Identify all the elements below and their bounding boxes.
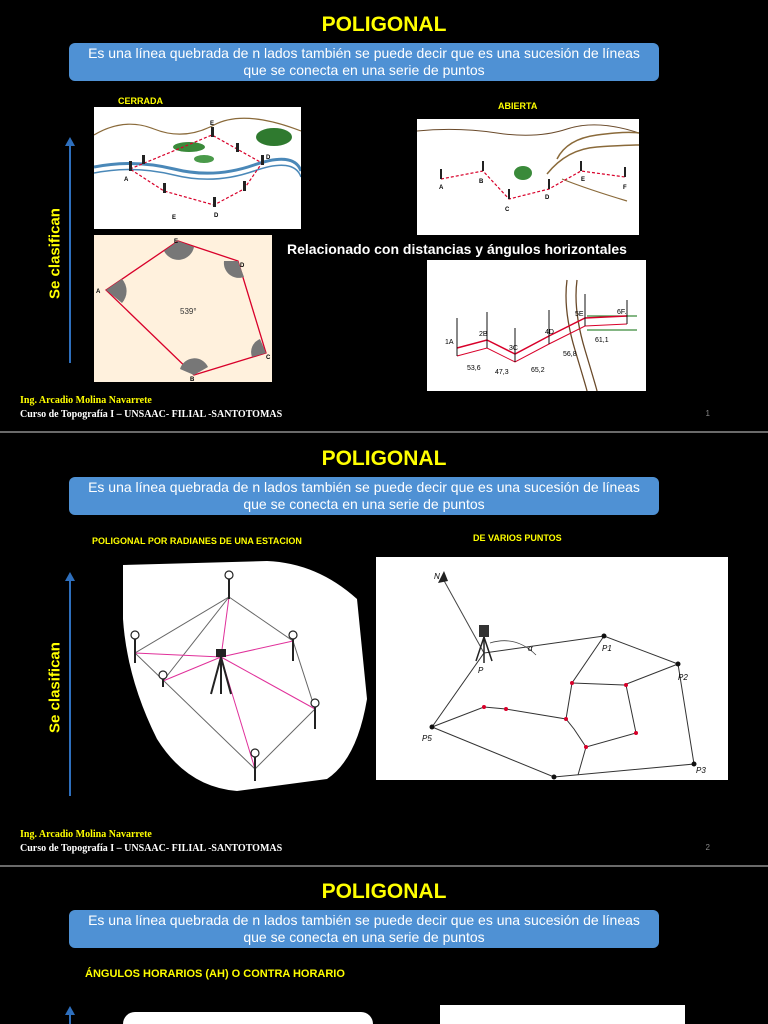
classification-arrow <box>69 580 71 796</box>
page-number: 2 <box>705 843 710 852</box>
slide-title: POLIGONAL <box>321 880 447 903</box>
slide-1 <box>0 0 768 430</box>
svg-text:53,6: 53,6 <box>467 365 481 372</box>
closed-polygon-diagram <box>94 235 272 382</box>
angle-diagram-left <box>123 1012 373 1024</box>
multi-point-polygon-diagram <box>376 557 728 780</box>
svg-text:P: P <box>478 666 484 675</box>
svg-text:D: D <box>545 195 550 201</box>
classification-arrow <box>69 1014 71 1024</box>
definition-text: Es una línea quebrada de n lados también se puede decir que es una sucesión de líneas que se conecta en una serie de puntos <box>88 912 640 945</box>
slide-2 <box>0 434 768 864</box>
svg-text:65,2: 65,2 <box>531 367 545 374</box>
slide-separator <box>0 431 768 433</box>
svg-text:E: E <box>581 177 586 183</box>
slide-3 <box>0 867 768 1024</box>
page-number: 1 <box>705 409 710 418</box>
svg-text:P5: P5 <box>422 734 432 743</box>
svg-text:P1: P1 <box>602 644 612 653</box>
label-varios-puntos: DE VARIOS PUNTOS <box>473 533 562 543</box>
svg-text:α: α <box>528 644 533 653</box>
svg-text:E: E <box>172 215 177 221</box>
svg-text:F: F <box>623 185 627 191</box>
svg-text:E: E <box>210 121 215 127</box>
svg-text:E: E <box>174 239 179 245</box>
classification-arrow <box>69 145 71 363</box>
caption-relacionado: Relacionado con distancias y ángulos horizontales <box>287 241 627 257</box>
open-traverse-landscape <box>417 119 639 235</box>
slide-title: POLIGONAL <box>321 447 447 470</box>
author-name: Ing. Arcadio Molina Navarrete <box>20 829 152 840</box>
svg-text:A: A <box>96 289 101 295</box>
svg-text:6F.: 6F. <box>617 309 627 316</box>
svg-text:C: C <box>266 355 271 361</box>
definition-text: Es una línea quebrada de n lados también se puede decir que es una sucesión de líneas que se conecta en una serie de puntos <box>88 479 640 512</box>
course-name: Curso de Topografía I – UNSAAC- FILIAL -SANTOTOMAS <box>20 409 283 420</box>
angle-diagram-right <box>440 1005 685 1024</box>
side-label: Se clasifican <box>46 208 64 299</box>
svg-text:D: D <box>214 213 219 219</box>
svg-text:A: A <box>439 185 444 191</box>
svg-text:47,3: 47,3 <box>495 369 509 376</box>
svg-text:D: D <box>266 155 271 161</box>
svg-text:B: B <box>190 377 195 382</box>
slide-title: POLIGONAL <box>321 13 447 36</box>
svg-text:P2: P2 <box>678 673 688 682</box>
svg-text:5E: 5E <box>575 311 584 318</box>
svg-text:A: A <box>124 177 129 183</box>
svg-text:2B: 2B <box>479 331 488 338</box>
svg-text:4D: 4D <box>545 329 554 336</box>
radial-polygon-diagram <box>117 559 367 791</box>
closed-angle-label: 539° <box>180 307 197 316</box>
course-name: Curso de Topografía I – UNSAAC- FILIAL -SANTOTOMAS <box>20 843 283 854</box>
svg-text:N: N <box>434 572 440 581</box>
closed-traverse-landscape <box>94 107 301 229</box>
open-traverse-distances <box>427 260 646 391</box>
svg-text:D: D <box>240 263 245 269</box>
svg-text:56,8: 56,8 <box>563 351 577 358</box>
definition-box <box>69 477 659 515</box>
label-radianes: POLIGONAL POR RADIANES DE UNA ESTACION <box>92 536 302 546</box>
svg-text:P3: P3 <box>696 766 706 775</box>
definition-text: Es una línea quebrada de n lados también se puede decir que es una sucesión de líneas que se conecta en una serie de puntos <box>88 45 640 78</box>
label-abierta: ABIERTA <box>498 101 538 111</box>
svg-text:61,1: 61,1 <box>595 337 609 344</box>
side-label: Se clasifican <box>46 642 64 733</box>
svg-text:C: C <box>505 207 510 213</box>
label-cerrada: CERRADA <box>118 96 163 106</box>
svg-text:B: B <box>479 179 484 185</box>
definition-box <box>69 910 659 948</box>
author-name: Ing. Arcadio Molina Navarrete <box>20 395 152 406</box>
subheading: ÁNGULOS HORARIOS (AH) O CONTRA HORARIO <box>85 968 345 980</box>
svg-text:1A: 1A <box>445 339 454 346</box>
definition-box <box>69 43 659 81</box>
svg-text:3C: 3C <box>509 345 518 352</box>
